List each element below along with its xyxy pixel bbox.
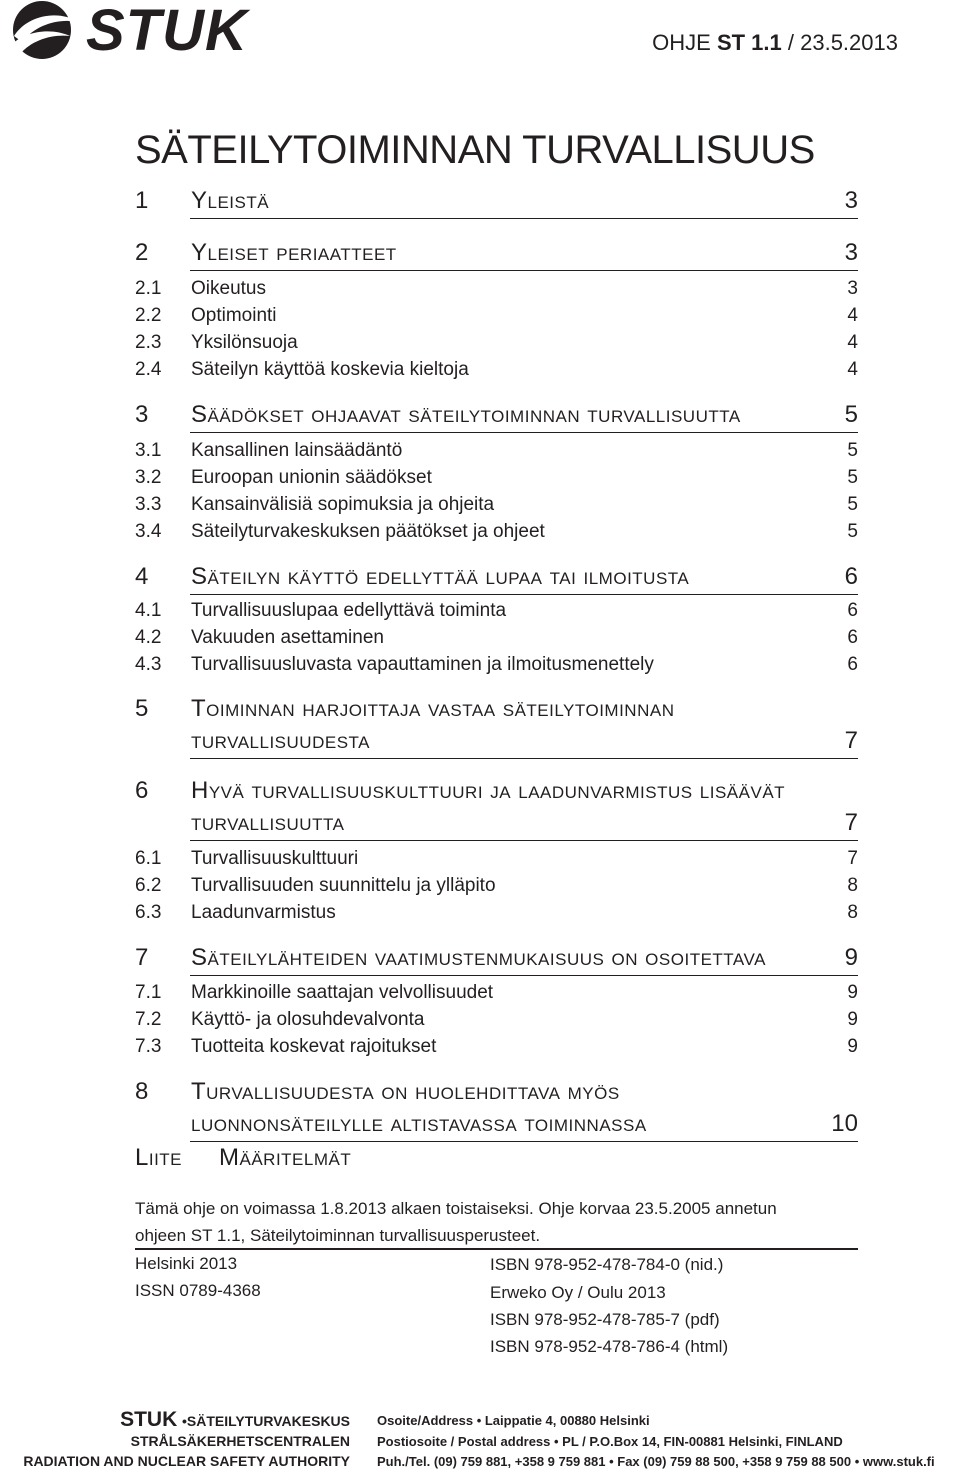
toc-title-line-2: turvallisuutta	[191, 809, 345, 836]
toc-number: Liite	[135, 1144, 183, 1171]
toc-number: 6.2	[135, 875, 162, 896]
section-divider	[190, 432, 858, 433]
toc-number: 7.3	[135, 1036, 162, 1057]
toc-page: 7	[844, 727, 858, 754]
toc-title: Oikeutus	[191, 278, 266, 299]
toc-subsection[interactable]	[135, 357, 858, 383]
toc-title-line-2: turvallisuudesta	[191, 727, 370, 754]
toc-title: Turvallisuusluvasta vapauttaminen ja ilmoitusmenettely	[191, 654, 654, 675]
toc-subsection[interactable]	[135, 1007, 858, 1033]
toc-number: 2.4	[135, 359, 162, 380]
toc-appendix[interactable]	[135, 1143, 858, 1173]
toc-section-1[interactable]	[135, 186, 858, 216]
toc-title: Säteilylähteiden vaatimustenmukaisuus on osoitettava	[191, 944, 766, 971]
footer-stuk: STUK	[120, 1408, 178, 1431]
toc-section-8[interactable]	[135, 1077, 858, 1139]
toc-section-6[interactable]	[135, 776, 858, 838]
toc-title-line-1: Hyvä turvallisuuskulttuuri ja laadunvarmistus lisäävät	[191, 777, 786, 804]
validity-note-line-1: Tämä ohje on voimassa 1.8.2013 alkaen toistaiseksi. Ohje korvaa 23.5.2005 annetun	[135, 1199, 777, 1218]
toc-page: 4	[847, 332, 858, 353]
toc-title: Optimointi	[191, 305, 277, 326]
toc-number: 2	[135, 239, 149, 266]
toc-page: 5	[847, 467, 858, 488]
section-divider	[190, 1141, 858, 1142]
section-divider	[190, 758, 858, 759]
toc-title: Säädökset ohjaavat säteilytoiminnan turvallisuutta	[191, 401, 741, 428]
toc-page: 6	[847, 627, 858, 648]
toc-subsection[interactable]	[135, 465, 858, 491]
toc-page: 8	[847, 875, 858, 896]
toc-title: Tuotteita koskevat rajoitukset	[191, 1036, 437, 1057]
toc-page: 10	[831, 1110, 858, 1137]
section-divider	[190, 270, 858, 271]
toc-title: Määritelmät	[219, 1144, 352, 1171]
toc-number: 2.1	[135, 278, 162, 299]
toc-page: 6	[844, 563, 858, 590]
toc-section-4[interactable]	[135, 562, 858, 592]
toc-title: Vakuuden asettaminen	[191, 627, 384, 648]
toc-page: 5	[847, 521, 858, 542]
toc-page: 6	[847, 600, 858, 621]
bullet: •	[181, 1413, 187, 1429]
toc-subsection[interactable]	[135, 900, 858, 926]
section-divider	[190, 840, 858, 841]
toc-number: 3.2	[135, 467, 162, 488]
isbn-html: ISBN 978-952-478-786-4 (html)	[490, 1337, 729, 1356]
toc-section-5[interactable]	[135, 694, 858, 756]
toc-page: 7	[844, 809, 858, 836]
toc-title: Säteilyturvakeskuksen päätökset ja ohjeet	[191, 521, 545, 542]
document-title: SÄTEILYTOIMINNAN TURVALLISUUS	[135, 128, 815, 172]
toc-page: 8	[847, 902, 858, 923]
footer-phone-fax-web: Puh./Tel. (09) 759 881, +358 9 759 881 • Fax (09) 759 88 500, +358 9 759 88 500 • www.stuk.fi	[377, 1454, 935, 1469]
toc-title-line-1: Toiminnan harjoittaja vastaa säteilytoiminnan	[191, 695, 675, 722]
toc-title: Säteilyn käyttö edellyttää lupaa tai ilmoitusta	[191, 563, 690, 590]
toc-number: 7.2	[135, 1009, 162, 1030]
toc-title: Turvallisuuslupaa edellyttävä toiminta	[191, 600, 507, 621]
footer-org-en: RADIATION AND NUCLEAR SAFETY AUTHORITY	[23, 1453, 350, 1469]
toc-title: Turvallisuuden suunnittelu ja ylläpito	[191, 875, 496, 896]
toc-section-7[interactable]	[135, 943, 858, 973]
toc-number: 2.2	[135, 305, 162, 326]
logo-wordmark: STUK	[86, 0, 248, 63]
guide-identifier	[652, 30, 898, 56]
toc-title: Laadunvarmistus	[191, 902, 336, 923]
toc-subsection[interactable]	[135, 873, 858, 899]
toc-page: 3	[844, 187, 858, 214]
toc-subsection[interactable]	[135, 598, 858, 624]
isbn-pdf: ISBN 978-952-478-785-7 (pdf)	[490, 1310, 720, 1329]
toc-page: 9	[847, 1036, 858, 1057]
publication-divider	[135, 1248, 858, 1250]
toc-subsection[interactable]	[135, 519, 858, 545]
toc-title: Yleistä	[191, 187, 270, 214]
toc-title: Kansainvälisiä sopimuksia ja ohjeita	[191, 494, 495, 515]
toc-number: 3.1	[135, 440, 162, 461]
toc-page: 5	[844, 401, 858, 428]
toc-number: 6.3	[135, 902, 162, 923]
footer-address: Osoite/Address • Laippatie 4, 00880 Helsinki	[377, 1413, 650, 1428]
toc-title: Markkinoille saattajan velvollisuudet	[191, 982, 494, 1003]
toc-number: 6	[135, 777, 149, 804]
toc-subsection[interactable]	[135, 492, 858, 518]
toc-number: 3	[135, 401, 149, 428]
toc-page: 6	[847, 654, 858, 675]
toc-title: Käyttö- ja olosuhdevalvonta	[191, 1009, 425, 1030]
toc-subsection[interactable]	[135, 625, 858, 651]
issn: ISSN 0789-4368	[135, 1281, 261, 1300]
toc-subsection[interactable]	[135, 980, 858, 1006]
place-year: Helsinki 2013	[135, 1254, 238, 1273]
section-divider	[190, 218, 858, 219]
toc-page: 5	[847, 494, 858, 515]
guide-code: ST 1.1	[716, 30, 782, 55]
toc-subsection[interactable]	[135, 438, 858, 464]
stuk-logo	[0, 0, 248, 63]
validity-note-line-2: ohjeen ST 1.1, Säteilytoiminnan turvallisuusperusteet.	[135, 1226, 541, 1245]
isbn-print: ISBN 978-952-478-784-0 (nid.)	[490, 1255, 724, 1274]
footer-org-name-fi: SÄTEILYTURVAKESKUS	[186, 1413, 350, 1429]
toc-number: 7.1	[135, 982, 162, 1003]
footer-postal-address: Postiosoite / Postal address • PL / P.O.Box 14, FIN-00881 Helsinki, FINLAND	[377, 1434, 843, 1449]
toc-title: Turvallisuuskulttuuri	[191, 848, 359, 869]
toc-page: 4	[847, 359, 858, 380]
toc-page: 3	[844, 239, 858, 266]
toc-page: 9	[847, 1009, 858, 1030]
toc-page: 3	[847, 278, 858, 299]
toc-number: 3.3	[135, 494, 162, 515]
toc-title: Säteilyn käyttöä koskevia kieltoja	[191, 359, 469, 380]
section-divider	[190, 594, 858, 595]
toc-number: 2.3	[135, 332, 162, 353]
toc-page: 4	[847, 305, 858, 326]
toc-page: 7	[847, 848, 858, 869]
section-divider	[190, 975, 858, 976]
toc-number: 8	[135, 1078, 149, 1105]
toc-section-2[interactable]	[135, 238, 858, 268]
toc-number: 7	[135, 944, 149, 971]
toc-subsection[interactable]	[135, 652, 858, 678]
toc-page: 9	[844, 944, 858, 971]
footer-org-sv: STRÅLSÄKERHETSCENTRALEN	[130, 1433, 350, 1449]
toc-number: 4.2	[135, 627, 162, 648]
toc-subsection[interactable]	[135, 1034, 858, 1060]
toc-subsection[interactable]	[135, 330, 858, 356]
toc-page: 5	[847, 440, 858, 461]
toc-subsection[interactable]	[135, 846, 858, 872]
guide-date: / 23.5.2013	[787, 30, 898, 55]
toc-section-3[interactable]	[135, 400, 858, 430]
toc-title-line-2: luonnonsäteilylle altistavassa toiminnassa	[191, 1110, 647, 1137]
printer: Erweko Oy / Oulu 2013	[490, 1283, 666, 1302]
toc-title-line-1: Turvallisuudesta on huolehdittava myös	[191, 1078, 620, 1105]
guide-prefix: OHJE	[652, 30, 711, 55]
toc-title: Euroopan unionin säädökset	[191, 467, 432, 488]
toc-number: 6.1	[135, 848, 162, 869]
toc-number: 5	[135, 695, 149, 722]
toc-number: 4.3	[135, 654, 162, 675]
toc-page: 9	[847, 982, 858, 1003]
footer-org-fi	[120, 1408, 350, 1432]
toc-subsection[interactable]	[135, 303, 858, 329]
stuk-emblem-icon	[0, 0, 84, 60]
toc-number: 3.4	[135, 521, 162, 542]
toc-title: Kansallinen lainsäädäntö	[191, 440, 403, 461]
toc-subsection[interactable]	[135, 276, 858, 302]
toc-title: Yleiset periaatteet	[191, 239, 397, 266]
toc-number: 1	[135, 187, 149, 214]
toc-number: 4.1	[135, 600, 162, 621]
toc-title: Yksilönsuoja	[191, 332, 298, 353]
toc-number: 4	[135, 563, 149, 590]
